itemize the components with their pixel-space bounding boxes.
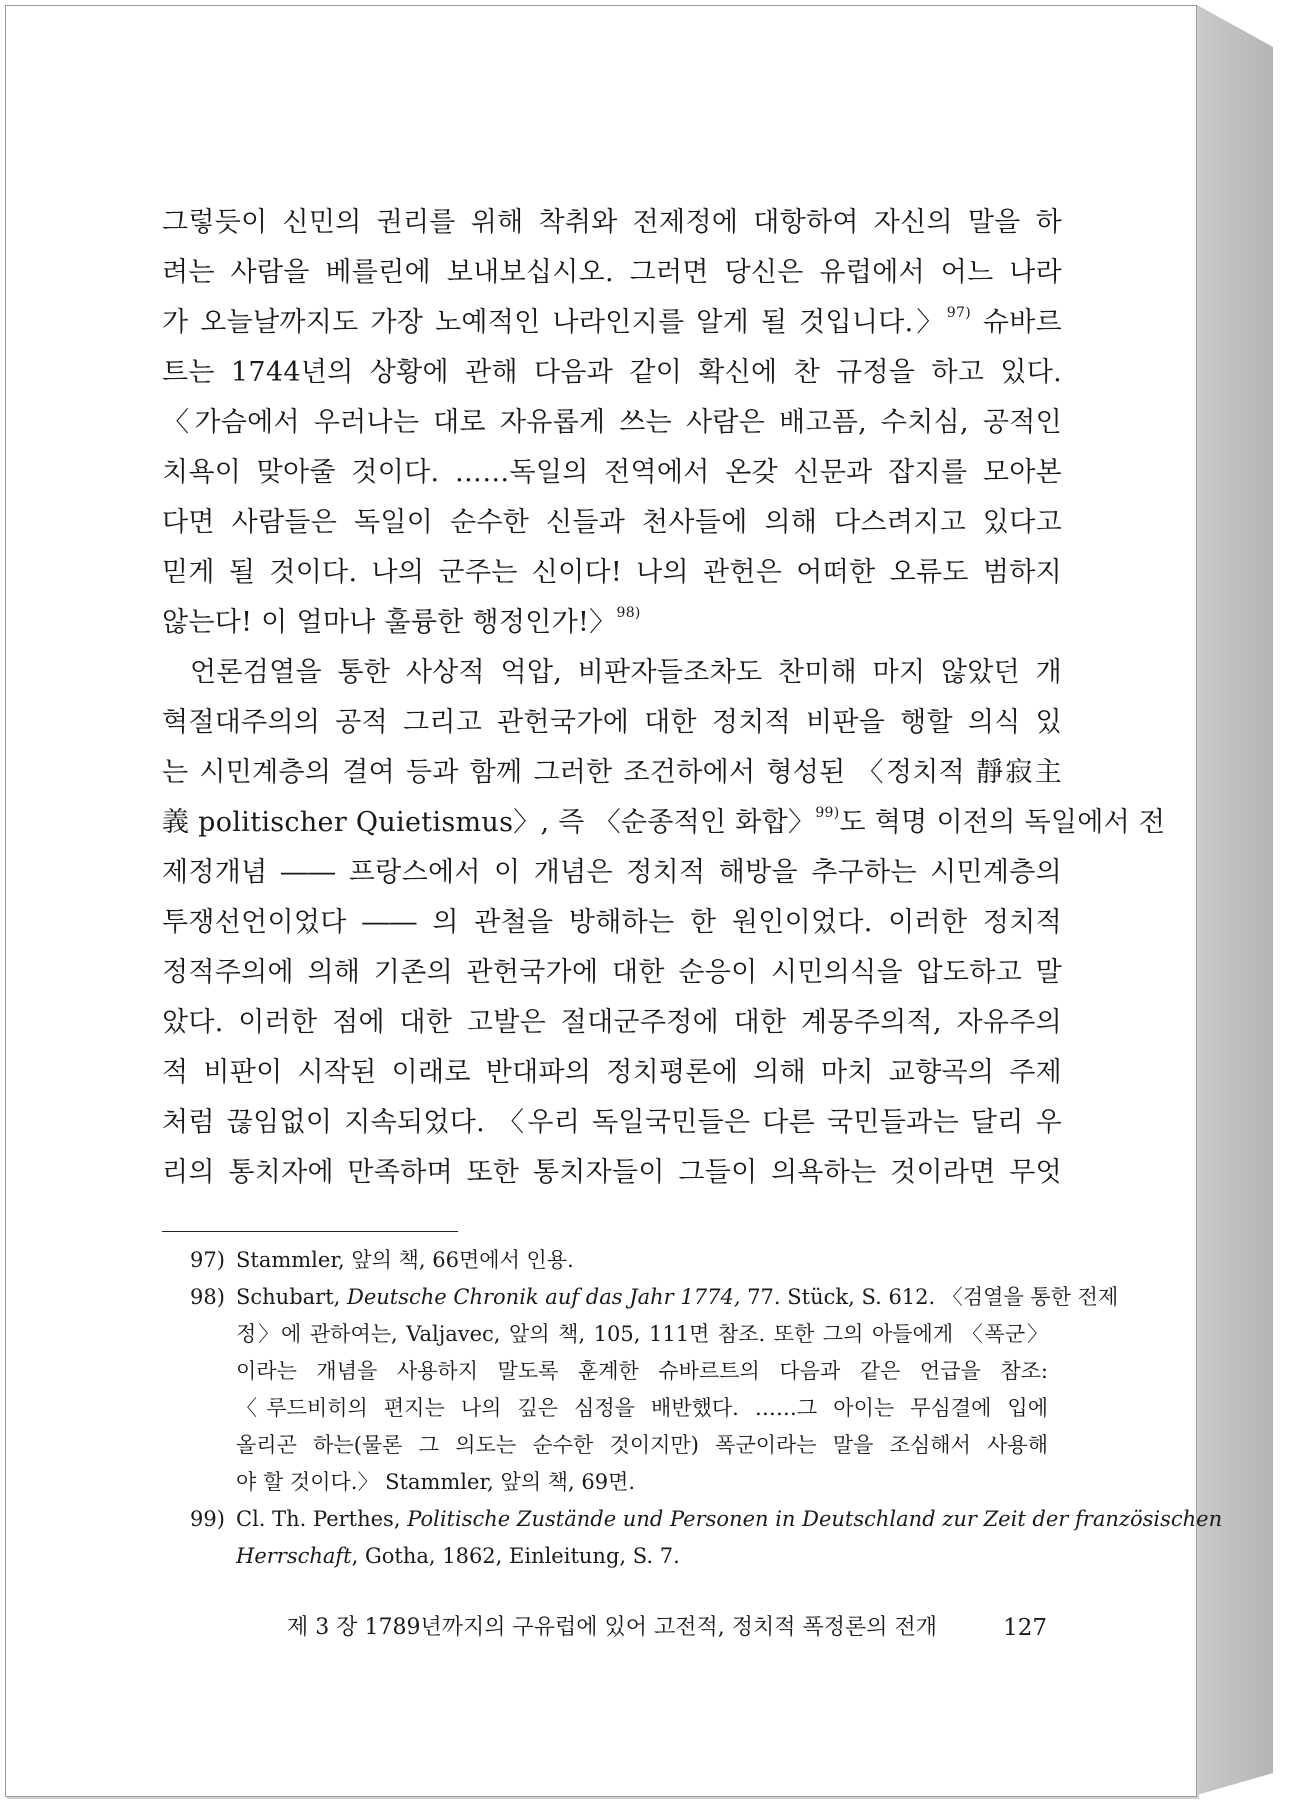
footnote-line: 이라는 개념을 사용하지 말도록 훈계한 슈바르트의 다음과 같은 언급을 참조: <box>236 1359 1048 1383</box>
footnote-99 <box>190 1501 1223 1575</box>
text-segment: 77. Stück, S. 612. 〈검열을 통한 전제 <box>740 1285 1119 1309</box>
paragraph-start: 언론검열을 통한 사상적 억압, 비판자들조차도 찬미해 마지 않았던 개 <box>190 657 1062 688</box>
text-segment: 않는다! 이 얼마나 훌륭한 행정인가!〉 <box>162 607 617 638</box>
text-line: 〈가슴에서 우러나는 대로 자유롭게 쓰는 사람은 배고픔, 수치심, 공적인 <box>162 407 1062 438</box>
page-number: 127 <box>1003 1615 1047 1641</box>
text-line: 믿게 될 것이다. 나의 군주는 신이다! 나의 관헌은 어떠한 오류도 범하지 <box>162 557 1062 588</box>
book-title: Deutsche Chronik auf das Jahr 1774, <box>347 1285 741 1309</box>
book-title: Politische Zustände und Personen in Deutschland zur Zeit der französischen <box>407 1507 1223 1531</box>
text-line: 려는 사람을 베를린에 보내보십시오. 그러면 당신은 유럽에서 어느 나라 <box>162 257 1062 288</box>
footnote-number: 97) <box>190 1248 225 1272</box>
footnote-line: 올리곤 하는(물론 그 의도는 순수한 것이지만) 폭군이라는 말을 조심해서 사용해 <box>236 1433 1048 1457</box>
text-line: 혁절대주의의 공적 그리고 관헌국가에 대한 정치적 비판을 행할 의식 있 <box>162 707 1062 738</box>
text-segment: 슈바르 <box>982 307 1062 338</box>
footnote-line: 〈루드비히의 편지는 나의 깊은 심정을 배반했다. ……그 아이는 무심결에 입에 <box>236 1396 1048 1420</box>
text-line: 그렇듯이 신민의 권리를 위해 착취와 전제정에 대항하여 자신의 말을 하 <box>162 207 1062 238</box>
footnote-ref-97: 97) <box>946 305 971 321</box>
text-line: 았다. 이러한 점에 대한 고발은 절대군주정에 대한 계몽주의적, 자유주의 <box>162 1007 1062 1038</box>
footnotes <box>190 1242 1223 1575</box>
text-segment: 가 오늘날까지도 가장 노예적인 나라인지를 알게 될 것입니다.〉 <box>162 307 947 338</box>
text-line: 는 시민계층의 결여 등과 함께 그러한 조건하에서 형성된 〈정치적 靜寂主 <box>162 757 1062 788</box>
footnote-number: 99) <box>190 1507 225 1531</box>
text-segment: , Gotha, 1862, Einleitung, S. 7. <box>351 1544 680 1568</box>
footnote-divider <box>162 1231 458 1232</box>
text-line: 제정개념 ―― 프랑스에서 이 개념은 정치적 해방을 추구하는 시민계층의 <box>162 857 1062 888</box>
text-segment: Schubart, <box>236 1285 347 1309</box>
footnote-line <box>236 1279 1119 1316</box>
footnote-line <box>236 1501 1223 1538</box>
text-line: 처럼 끊임없이 지속되었다. 〈우리 독일국민들은 다른 국민들과는 달리 우 <box>162 1107 1062 1138</box>
text-line <box>162 798 1166 848</box>
text-line: 적 비판이 시작된 이래로 반대파의 정치평론에 의해 마치 교향곡의 주제 <box>162 1057 1062 1088</box>
footnote-97 <box>190 1242 1048 1279</box>
text-line: 치욕이 맞아줄 것이다. ……독일의 전역에서 온갖 신문과 잡지를 모아본 <box>162 457 1062 488</box>
text-line: 리의 통치자에 만족하며 또한 통치자들이 그들이 의욕하는 것이라면 무엇 <box>162 1157 1062 1188</box>
text-segment: Cl. Th. Perthes, <box>236 1507 408 1531</box>
book-title: Herrschaft <box>236 1544 352 1568</box>
footnote-number: 98) <box>190 1285 225 1309</box>
text-line: 정적주의에 의해 기존의 관헌국가에 대한 순응이 시민의식을 압도하고 말 <box>162 957 1062 988</box>
chapter-title: 제 3 장 1789년까지의 구유럽에 있어 고전적, 정치적 폭정론의 전개 <box>287 1615 937 1640</box>
text-line <box>162 298 1062 348</box>
footnote-line <box>236 1538 1048 1575</box>
footnote-ref-98: 98) <box>616 605 641 621</box>
footnote-98 <box>190 1279 1119 1501</box>
footnote-line: Stammler, 앞의 책, 66면에서 인용. <box>236 1248 574 1272</box>
text-line <box>162 598 1062 648</box>
text-line: 다면 사람들은 독일이 순수한 신들과 천사들에 의해 다스려지고 있다고 <box>162 507 1062 538</box>
text-line: 투쟁선언이었다 ―― 의 관철을 방해하는 한 원인이었다. 이러한 정치적 <box>162 907 1062 938</box>
text-segment: 도 혁명 이전의 독일에서 전 <box>839 807 1166 838</box>
running-footer <box>287 1613 1047 1643</box>
text-line: 트는 1744년의 상황에 관해 다음과 같이 확신에 찬 규정을 하고 있다. <box>162 357 1062 388</box>
footnote-line: 야 할 것이다.〉 Stammler, 앞의 책, 69면. <box>236 1470 636 1494</box>
footnote-ref-99: 99) <box>815 805 840 821</box>
main-text <box>162 198 1166 1198</box>
text-segment: 義 politischer Quietismus〉, 즉 〈순종적인 화합〉 <box>162 807 816 838</box>
footnote-line: 정〉에 관하여는, Valjavec, 앞의 책, 105, 111면 참조. 또한 그의 아들에게 〈폭군〉 <box>236 1322 1048 1346</box>
